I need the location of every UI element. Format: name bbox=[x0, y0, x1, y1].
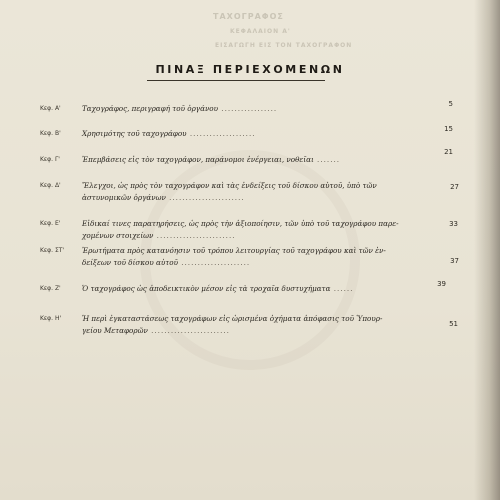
chapter-number: Κεφ. Ζ' bbox=[40, 285, 61, 292]
chapter-title-line bbox=[82, 193, 245, 202]
chapter-title-text: Ταχογράφος, περιγραφή τοῦ ὀργάνου bbox=[82, 104, 219, 113]
page-number: 39 bbox=[437, 280, 446, 288]
page-number: 51 bbox=[449, 320, 458, 328]
dot-leader: ........................ bbox=[153, 231, 236, 240]
dot-leader: ..................... bbox=[177, 258, 251, 267]
bleed-through-chapter: ΚΕΦΑΛΑΙΟΝ Α' bbox=[230, 28, 291, 35]
page-number: 27 bbox=[450, 183, 459, 191]
chapter-title-line bbox=[82, 284, 353, 293]
chapter-title-text: Ἔλεγχοι, ὡς πρὸς τὸν ταχογράφον καὶ τὰς ἐνδείξεις τοῦ δίσκου αὐτοῦ, ὑπὸ τῶν bbox=[82, 181, 377, 190]
chapter-number: Κεφ. Α' bbox=[40, 105, 61, 112]
chapter-number: Κεφ. Δ' bbox=[40, 182, 61, 189]
title-underline bbox=[147, 80, 325, 81]
chapter-number: Κεφ. Β' bbox=[40, 130, 61, 137]
chapter-title-text: Χρησιμότης τοῦ ταχογράφου bbox=[82, 129, 187, 138]
page-number: 37 bbox=[450, 257, 459, 265]
chapter-title-text: χομένων στοιχείων bbox=[82, 231, 154, 240]
dot-leader: ....................... bbox=[165, 193, 245, 202]
chapter-title-text: γείου Μεταφορῶν bbox=[82, 326, 148, 335]
chapter-title-line bbox=[82, 231, 236, 240]
chapter-title-line bbox=[82, 314, 382, 323]
chapter-title-line bbox=[82, 246, 386, 255]
chapter-number: Κεφ. ΣΤ' bbox=[40, 247, 65, 254]
chapter-title-text: Ἐπεμβάσεις εἰς τὸν ταχογράφον, παράνομοι ἐνέργειαι, νοθεῖαι bbox=[82, 155, 314, 164]
chapter-title-line bbox=[82, 155, 340, 164]
chapter-number: Κεφ. Η' bbox=[40, 315, 62, 322]
chapter-title-line bbox=[82, 129, 256, 138]
chapter-title-text: ἀστυνομικῶν ὀργάνων bbox=[82, 193, 166, 202]
chapter-number: Κεφ. Ε' bbox=[40, 220, 61, 227]
chapter-number: Κεφ. Γ' bbox=[40, 156, 60, 163]
chapter-title-line bbox=[82, 104, 277, 113]
dot-leader: ....... bbox=[313, 155, 341, 164]
bleed-through-title: ΤΑΧΟΓΡΑΦΟΣ bbox=[213, 12, 284, 21]
page-title: ΠΙΝΑΞ ΠΕΡΙΕΧΟΜΕΝΩΝ bbox=[155, 63, 345, 76]
dot-leader: ........................ bbox=[147, 326, 230, 335]
chapter-title-line bbox=[82, 181, 377, 190]
page-number: 5 bbox=[448, 100, 453, 108]
chapter-title-text: Ἡ περὶ ἐγκαταστάσεως ταχογράφων εἰς ὡρισμένα ὀχήματα ἀπόφασις τοῦ Ὑπουρ- bbox=[82, 314, 383, 323]
chapter-title-text: δείξεων τοῦ δίσκου αὐτοῦ bbox=[82, 258, 178, 267]
bleed-through-subtitle: ΕΙΣΑΓΩΓΗ ΕΙΣ ΤΟΝ ΤΑΧΟΓΡΑΦΟΝ bbox=[215, 42, 353, 49]
dot-leader: .................... bbox=[186, 129, 256, 138]
chapter-title-line bbox=[82, 326, 230, 335]
spine-shadow bbox=[474, 0, 500, 500]
page-number: 15 bbox=[444, 125, 453, 133]
chapter-title-text: Εἰδικαί τινες παρατηρήσεις, ὡς πρὸς τὴν ἀξιοποίησιν, τῶν ὑπὸ τοῦ ταχογράφου παρε- bbox=[82, 219, 399, 228]
dot-leader: ...... bbox=[330, 284, 354, 293]
chapter-title-line bbox=[82, 258, 250, 267]
dot-leader: ................. bbox=[218, 104, 278, 113]
page-number: 33 bbox=[449, 220, 458, 228]
chapter-title-text: Ὁ ταχογράφος ὡς ἀποδεικτικὸν μέσον εἰς τὰ τροχαῖα δυστυχήματα bbox=[82, 284, 331, 293]
chapter-title-line bbox=[82, 219, 399, 228]
chapter-title-text: Ἐρωτήματα πρὸς κατανόησιν τοῦ τρόπου λειτουργίας τοῦ ταχογράφου καὶ τῶν ἐν- bbox=[82, 246, 386, 255]
page-number: 21 bbox=[444, 148, 453, 156]
